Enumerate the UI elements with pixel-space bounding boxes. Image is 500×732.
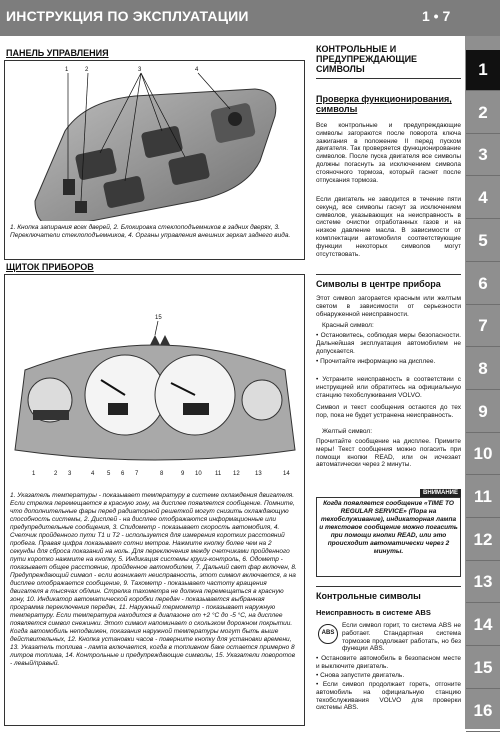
cluster-callout-8: 8 <box>160 471 164 477</box>
cluster-callout-7: 7 <box>135 471 139 477</box>
red-symbol-note: Символ и текст сообщения остаются до тех пор, пока не будет устранена неисправность. <box>316 404 461 419</box>
cluster-callout-15: 15 <box>155 315 162 321</box>
chapter-tab-5[interactable]: 5 <box>466 221 500 262</box>
chapter-tab-12[interactable]: 12 <box>466 520 500 561</box>
cluster-callout-3: 3 <box>68 471 72 477</box>
abs-warning-icon: ABS <box>318 624 338 644</box>
chapter-tab-9[interactable]: 9 <box>466 392 500 433</box>
center-symbols-heading: Символы в центре прибора <box>316 279 441 289</box>
abs-step-1: • Остановите автомобиль в безопасном месте и выключите двигатель. <box>316 655 461 670</box>
divider <box>316 586 461 587</box>
panel-callout-3: 3 <box>138 67 142 73</box>
notice-text: Когда появляется сообщение «TIME TO REGULAR SERVICE» (Пора на техобслуживание), индикаторная лампа и текстовое сообщение можно погасить при помощи кнопки READ, или это происходит автоматически через 2 минуты. <box>319 500 458 555</box>
panel-callout-1: 1 <box>65 67 69 73</box>
red-symbol-step-2: • Прочитайте информацию на дисплее. <box>316 358 436 365</box>
instrument-cluster-illustration <box>5 275 302 480</box>
door-panel-illustration <box>5 61 302 221</box>
chapter-tab-14[interactable]: 14 <box>466 605 500 646</box>
cluster-callout-6: 6 <box>121 471 125 477</box>
chapter-tab-10[interactable]: 10 <box>466 434 500 475</box>
cluster-callout-14: 14 <box>283 471 290 477</box>
chapter-tab-16[interactable]: 16 <box>466 691 500 732</box>
chapter-tab-7[interactable]: 7 <box>466 306 500 347</box>
abs-paragraph: Если символ горит, то система ABS не работает. Стандартная система тормозов продолжает работать, но без функции ABS. <box>342 622 461 653</box>
cluster-callout-10: 10 <box>195 471 202 477</box>
check-paragraph-2: Если двигатель не заводится в течение пяти секунд, все символы гаснут за исключением символов, указывающих на неисправность в системе очистки отработанных газов и на низкое давление масла. В зависимости от комплектации автомобиля соответствующие функции некоторых символов могут отсутствовать. <box>316 196 461 258</box>
cluster-callout-13: 13 <box>255 471 262 477</box>
abs-step-2: • Снова запустите двигатель. <box>316 672 405 679</box>
red-symbol-step-1: • Остановитесь, соблюдая меры безопасности. Дальнейшая эксплуатация автомобилем не допускается. <box>316 332 461 355</box>
chapter-tab-6[interactable]: 6 <box>466 264 500 305</box>
check-symbols-heading: Проверка функционирования, символы <box>316 94 452 114</box>
cluster-callout-2: 2 <box>54 471 58 477</box>
cluster-callout-4: 4 <box>91 471 95 477</box>
cluster-callout-9: 9 <box>181 471 185 477</box>
yellow-symbol-label: Желтый символ: <box>322 428 373 435</box>
cluster-callout-11: 11 <box>215 471 222 477</box>
divider <box>316 78 461 79</box>
cluster-callout-12: 12 <box>233 471 240 477</box>
chapter-tab-13[interactable]: 13 <box>466 562 500 603</box>
panel-callout-2: 2 <box>85 67 89 73</box>
chapter-tab-15[interactable]: 15 <box>466 648 500 689</box>
yellow-symbol-paragraph: Прочитайте сообщение на дисплее. Примите меры! Текст сообщения можно погасить при помощи кнопки READ, или он исчезает автоматически через 2 минуты. <box>316 438 461 469</box>
cluster-callout-1: 1 <box>32 471 36 477</box>
panel-callout-4: 4 <box>195 67 199 73</box>
red-symbol-step-3: • Устраните неисправность в соответствии с инструкцией или обратитесь на официальную станцию техобслуживания VOLVO. <box>316 376 461 399</box>
chapter-tab-4[interactable]: 4 <box>466 178 500 219</box>
panel-section-title: ПАНЕЛЬ УПРАВЛЕНИЯ <box>6 48 109 58</box>
service-notice-box <box>316 490 461 577</box>
panel-caption: 1. Кнопка запирания всех дверей, 2. Блокировка стеклоподъемников в задних дверях, 3. Переключатели стеклоподъемников, 4. Органы управления внешних зеркал заднего вида. <box>10 224 291 239</box>
control-symbols-heading: Контрольные символы <box>316 591 421 601</box>
cluster-section-title: ЩИТОК ПРИБОРОВ <box>6 262 94 272</box>
check-paragraph-1: Все контрольные и предупреждающие символы загораются после поворота ключа зажигания в положение II перед пуском двигателя. Так проверяется функционирование символов. После пуска двигателя все символы должны погаснуть за исключением символа стояночного тормоза, который гаснет после отпускания тормоза. <box>316 122 461 184</box>
chapter-tab-1[interactable]: 1 <box>466 50 500 91</box>
abs-step-3: • Если символ продолжает гореть, отгоните автомобиль на официальную станцию техобслуживания VOLVO для проверки системы ABS. <box>316 681 461 712</box>
notice-label: ВНИМАНИЕ <box>420 489 461 497</box>
warning-symbols-heading: КОНТРОЛЬНЫЕ И ПРЕДУПРЕЖДАЮЩИЕ СИМВОЛЫ <box>316 44 418 74</box>
divider <box>316 274 461 275</box>
cluster-caption: 1. Указатель температуры - показывает температуру в системе охлаждения двигателя. Если стрелка перемещается в красную зону, на дисплее появляется сообщение. Помните, что дополнительные фары перед радиаторной решеткой могут снизить охлаждающую способность системы, 2. Дисплей - на дисплее отображаются информационные или предупредительные сообщения, 3. Спидометр - показывает скорость автомобиля, 4. Счетчик пройденного пути T1 и T2 - используется для измерения коротких расстояний пробега. Правая цифра показывает сотни метров. Нажмите кнопку более чем на 2 секунды для сброса показаний на ноль. Для переключения между счетчиками пройденного пути коротко нажмите на кнопку, 5. Индикация системы круиз-контроль, 6. Одометр - показывает общее расстояние, пройденное автомобилем, 7. Дальний свет фар включен, 8. Предупреждающий символ - если возникает неисправность, этот символ включается, а на дисплее отображается сообщение, 9. Тахометр - показывает частоту вращения двигателя в тысячах об/мин. Стрелка тахометра не должна перемещаться в красную зону, 10. Индикатор автоматической коробки передач - показывается выбранная программа переключения передач, 11. Наружный термометр - показывает наружную температуру. Если температура находится в диапазоне от +2 °С до -5 °С, на дисплее появляется символ снежинки. Этот символ напоминает о скользком дорожном покрытии. Когда автомобиль неподвижен, показания наружной температуры могут быть выше действительных, 12. Кнопка установки часов - поверните кнопку для установки времени, 13. Указатель топлива - лампа включается, когда в топливном баке остается примерно 8 литров топлива, 14. Контрольные и предупреждающие символы, 15. Указатели поворотов - левый/правый. <box>10 492 297 667</box>
page-header-title: ИНСТРУКЦИЯ ПО ЭКСПЛУАТАЦИИ <box>6 8 249 24</box>
chapter-tab-8[interactable]: 8 <box>466 349 500 390</box>
center-paragraph-1: Этот символ загорается красным или желтым светом в зависимости от серьезности обнаруженной неисправности. <box>316 295 461 318</box>
red-symbol-label: Красный символ: <box>322 322 374 329</box>
abs-fault-heading: Неисправность в системе ABS <box>316 608 431 617</box>
chapter-tab-2[interactable]: 2 <box>466 93 500 134</box>
cluster-callout-5: 5 <box>107 471 111 477</box>
page-header <box>0 0 500 36</box>
page-number: 1 • 7 <box>422 8 451 24</box>
chapter-tab-11[interactable]: 11 <box>466 477 500 518</box>
cluster-callout-row <box>32 471 290 477</box>
chapter-tab-3[interactable]: 3 <box>466 135 500 176</box>
